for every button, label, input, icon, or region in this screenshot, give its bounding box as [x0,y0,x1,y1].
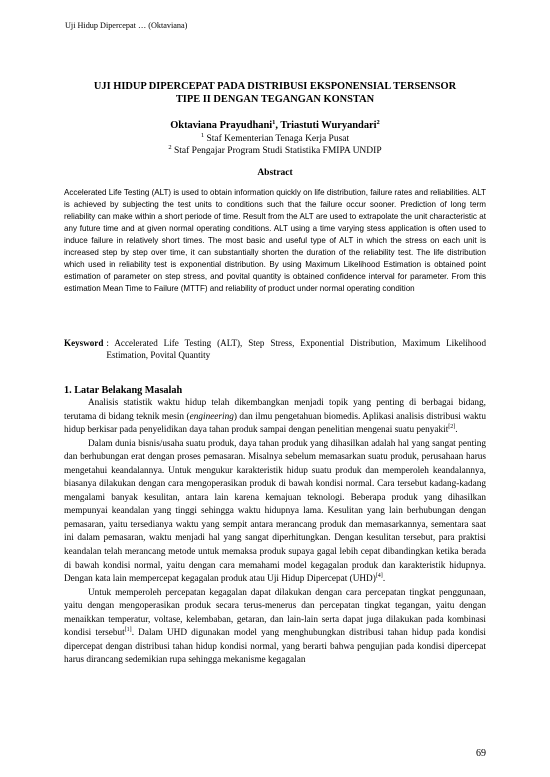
paragraph-3-text-a: Untuk memperoleh percepatan kegagalan dapat dilakukan dengan cara percepatan tingkat penggunaan, yaitu dengan mengoperasikan produk secara terus-menerus dan percepatan tingkat tegangan, yaitu dengan menaikkan temperatur, voltase, kelembaban, getaran, dan lain-lain serta dapat juga dilakukan pada kombinasi kondisi tersebut [64,587,486,639]
keywords-block [64,337,486,361]
author-2-affiliation-mark: 2 [376,119,380,126]
paragraph-1-text-a: Analisis statistik waktu hidup telah dikembangkan menjadi topik yang penting di berbagai bidang, terutama di bidang teknik mesin ( [64,398,486,422]
author-2-name: Triastuti Wuryandari [280,120,377,131]
keywords-label: Keysword [64,338,104,348]
abstract-heading: Abstract [257,168,293,178]
author-1-affiliation-mark: 1 [272,119,276,126]
citation-ref-1: [1] [124,627,132,634]
paragraph-1-emphasis: engineering [189,411,234,422]
paragraph-1 [64,397,486,438]
citation-ref-4: [4] [375,573,383,580]
page-number: 69 [476,748,486,759]
title-line-1: UJI HIDUP DIPERCEPAT PADA DISTRIBUSI EKSPONENSIAL TERSENSOR [93,81,457,92]
affiliation-1 [60,133,490,145]
affiliation-1-mark: 1 [200,132,205,139]
paper-title [60,80,490,106]
affiliation-1-text: Staf Kementerian Tenaga Kerja Pusat [206,134,350,144]
paragraph-2-text-a: Dalam dunia bisnis/usaha suatu produk, daya tahan produk yang dihasilkan adalah hal yang sangat penting dan berhubungan erat dengan proses pemasaran. Misalnya sebelum memasarkan suatu produk, perusahaan harus mengetahui keandalannya. Untuk mengukur karakteristik hidup suatu produk dan memperoleh keandalannya, biasanya dilakukan dengan cara mengoperasikan produk di bawah kondisi normal. Cara tersebut kadang-kadang mengalami banyak kesulitan, antara lain karena kemajuan teknologi. Beberapa produk yang dihasilkan mempunyai keandalan yang tinggi sehingga waktu hidupnya lama. Kesulitan yang lain berhubungan dengan pemasaran, yaitu tersedianya waktu yang sempit antara merancang produk dan memasarkannya, sementara saat ini dalam pemasaran, waktu menjadi hal yang sangat diperhitungkan. Dengan kesulitan tersebut, para praktisi keandalan telah merancang metode untuk memaksa produk supaya gagal lebih cepat dibandingkan ketika berada di bawah kondisi normal, yaitu dengan cara memahami model kegagalan produk dan karakteristik hidupnya. Dengan kata lain mempercepat kegagalan produk atau Uji Hidup Dipercepat (UHD) [64,438,486,585]
title-line-2: TIPE II DENGAN TEGANGAN KONSTAN [175,94,375,105]
affiliation-2 [60,145,490,157]
affiliation-2-text: Staf Pengajar Program Studi Statistika FMIPA UNDIP [174,146,382,156]
section-heading: 1. Latar Belakang Masalah [64,385,183,396]
affiliation-2-mark: 2 [168,144,172,151]
abstract-text: Accelerated Life Testing (ALT) is used to obtain information quickly on life distribution, failure rates and reliabilities. ALT is achieved by subjecting the test units to conditions such that the failure occur sooner. Prediction of long term reliability can make within a short periode of time. Result from the ALT are used to extrapolate the unit characteristic at any future time and at given normal operating conditions. ALT using a time varying stess application is often used to induce failure in relatively short times. The most basic and useful type of ALT in which the stress on each unit is increased step by step over time, it can substantially shorten the duration of the reliability test. The life distribution which used in reliability test is exponential distribution. By using Maximum Likelihood Estimation is obtained point estimation of parameter on step stress, and povital quantity is obtained confidence interval for parameter. From this estimation Mean Time to Failure (MTTF) and reliability of product under normal operating condition [64,188,486,294]
section-body [64,397,486,668]
paragraph-1-text-b: ) dan ilmu pengetahuan biomedis. Aplikasi analisis distribusi waktu hidup berkisar pada penyelidikan daya tahan produk sampai dengan penelitian mengenai suatu penyakit [64,411,486,436]
author-separator: , [275,120,281,131]
paragraph-2 [64,438,486,587]
author-1-name: Oktaviana Prayudhani [170,120,273,131]
running-head: Uji Hidup Dipercepat … (Oktaviana) [65,21,188,30]
paragraph-3 [64,587,486,668]
paragraph-3-text-c: . Dalam UHD digunakan model yang menghubungkan distribusi tahan hidup pada kondisi dipercepat dengan distribusi tahan hidup kondisi normal, yang berarti bahwa pengujian pada kondisi dipercepat harus dirancang sedemikian rupa sehingga mekanisme kegagalan [64,628,486,666]
paragraph-1-text-c: . [455,425,458,436]
author-list [60,119,490,132]
keywords-text: : Accelerated Life Testing (ALT), Step Stress, Exponential Distribution, Maximum Likelihood Estimation, Povital Quantity [106,338,486,360]
paragraph-2-text-c: . [382,574,386,585]
citation-ref-2: [2] [448,424,456,431]
